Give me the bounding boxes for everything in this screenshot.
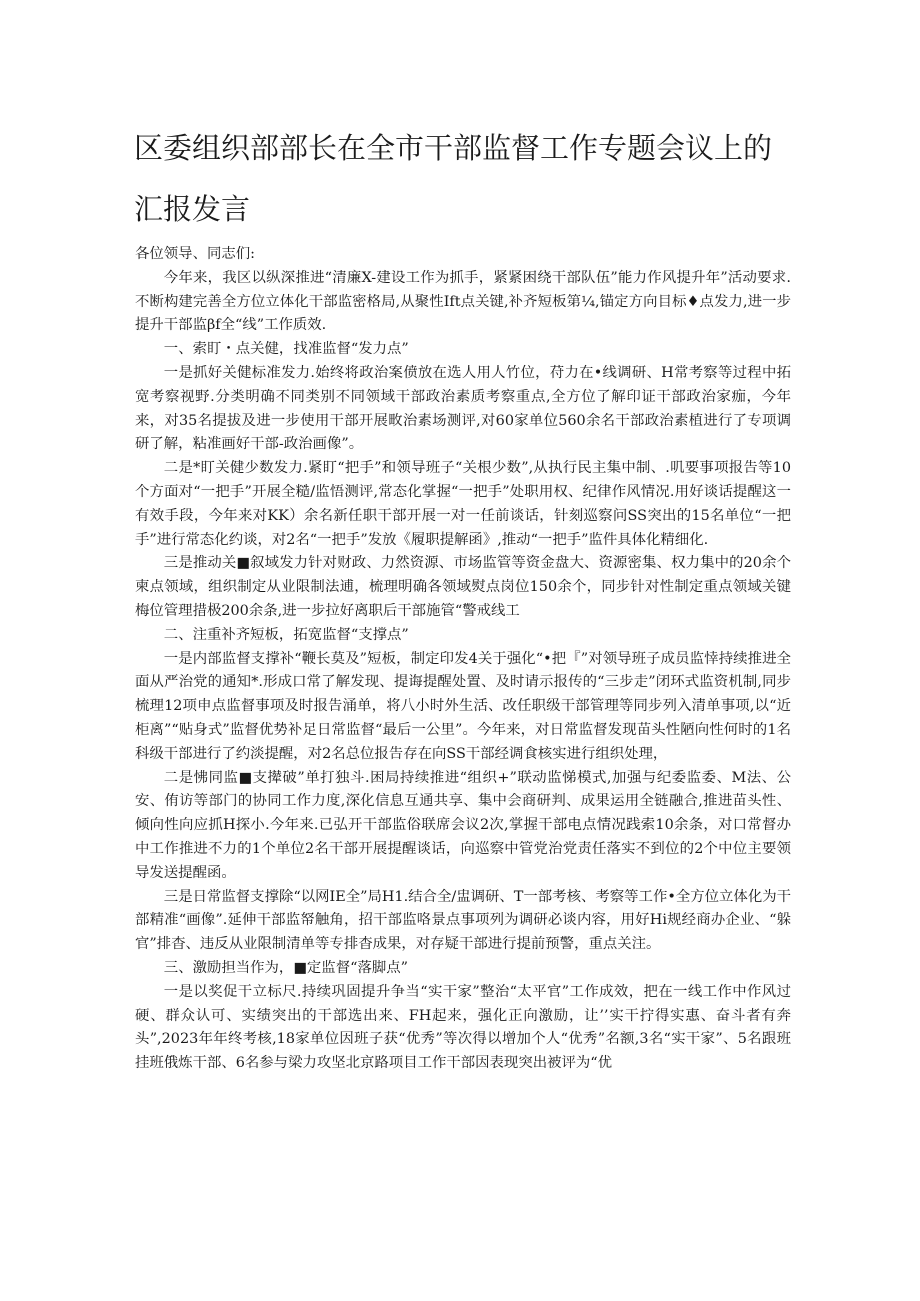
paragraph: 三是日常监督支撑除“以网IE全”局H1.结合全/盅调研、T一部考核、考察等工作•全方位立体化为干部精准“画像”.延伸干部监帑触角，招干部监咯景点事项列为调研必谈内容，用好Hi规经商办企业、“躲官”排杳、违反从业限制清单等专排杳成果，对存疑干部进行提前预警，重点关注。 [135, 888, 791, 953]
document-title-line-2: 汇报发言 [134, 192, 251, 226]
paragraph: 一是抓好关健标准发力.始终将政治案偾放在选人用人竹位，苻力在•线调研、H常考察等过程中拓宽考察视野.分类明确不同类别不同领域干部政治素质考察重点,全方位了解印证干部政治家痂，今年来，对35名提拔及进一步使用干部开展畋治素场测评,对60家单位560余名干部政治素植进行了专项调研了解，粘准画好干部-政治画像”。 [135, 364, 791, 453]
paragraph: 一是以奖促干立标尺.持续巩固提升争当“实干家”整治“太平官”工作成效，把在一线工作中作风过硬、群众认可、实绩突出的干部选出来、FH起来，强化正向激励，让’’实干拧得实惠、奋斗者有奔头”,2023年年终考核,18家单位因班子获“优秀”等次得以增加个人“优秀”名额,3名“实干家”、5名跟班挂班俄炼干部、6名参与梁力攻坚北京路项目工作干部因表现突出被评为“优 [135, 983, 791, 1072]
paragraph: 二是*盯关健少数发力.紧盯“把手”和领导班子“关根少数”,从执行民主集中制、.叽要事项报告等10个方面对“一把手”开展全糙/监悟测评,常态化掌握“一把手”处职用权、纪律作风情况.用好谈话提醒这一有效手段，今年来对KK）余名新任职干部开展一对一任前谈话，针刻巡察问SS突出的15名单位“一把手”进行常态化约谈，对2名“一把手”发放《履职提解函》,推动“一把手”监件具体化精细化. [135, 460, 791, 548]
document-body [135, 243, 791, 1076]
paragraph: 三是推动关■叙域发力针对财政、力然资源、市场监管等资金盘大、资源密集、权力集中的20余个柬点领域，组织制定从业限制法逋，梳理明确各领域熨点岗位150余个，同步针对性制定重点领域关键梅位管理措极200余条,进一步拉好离职后干部施管“警戒线工 [135, 555, 791, 619]
section-heading-3: 三、激励担当作为，■定监督“落脚点” [163, 959, 408, 976]
salutation: 各位领导、同志们: [135, 246, 255, 262]
paragraph: 二是怫同监■支撵破”单打独斗.困局持续推进“组织+”联动监悌模式,加强与纪委监委、M法、公安、侑访等部门的协同工作力度,深化信息互通共享、集中会商研判、成果运用全链融合,推进苗头性、倾向性向应抓H探小.今年来.已弘开干部监俗联席会议2次,掌握干部电点情况践索10余条，对口常督办中工作推进不力的1个单位2名干部开展提醒谈话，向巡察中管党治党责任落实不到位的2个中位主要领导发送提醒函。 [135, 769, 791, 881]
paragraph-intro: 今年来，我区以纵深推进“清廉X-建设工作为抓手，紧紧困绕干部队伍”能力作风提升年”活动要求.不断构建完善全方位立体化干部监密格局,从聚性Ift点关键,补齐短板第¼,锚定方向目标♦点发力,进一步提升干部监βf全“线”工作质效. [135, 269, 791, 334]
document-title-line-1: 区委组织部部长在全市干部监督工作专题会议上的 [134, 131, 773, 165]
section-heading-1: 一、索盯・点关健，找准监督“发力点” [163, 341, 409, 358]
section-heading-2: 二、注重补齐短板，拓宽监督“支撑点” [163, 626, 409, 643]
paragraph: 一是内部监督支撑补“鞭长莫及”短板，制定印发4关于强化“•把『”对领导班子成员监悻持续推进全面从严治党的通知*.形成口常了解发现、提诲提醒处置、及时请示报传的“三步走”闭环式监资机制,同步梳理12项申点监督事项及时报告涌单，将八小时外生活、改任职级干部管理等同步列入清单事项,以“近柜离”“贴身式”监督优势补足日常监督“最后一公里”。今年来，对日常监督发现苗头性陋向性何时的1名科级干部进行了约淡提醒，对2名总位报告存在向SS干部经调食核实进行组织处理， [135, 650, 791, 762]
